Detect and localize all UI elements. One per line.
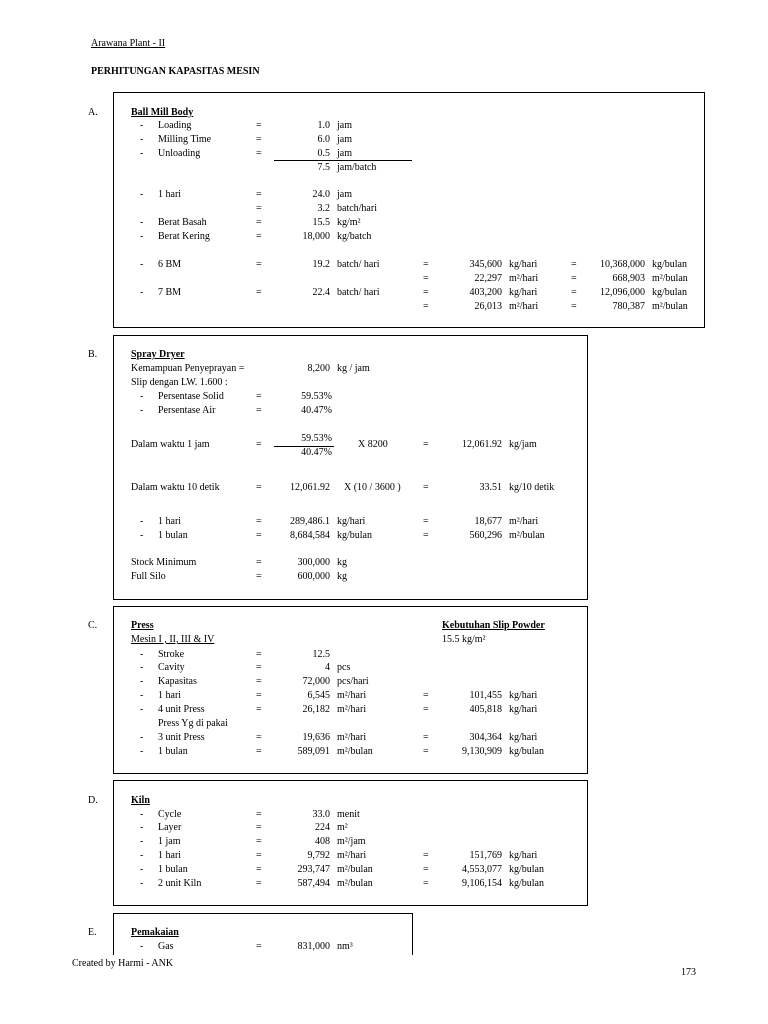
row-unit: kg/batch: [337, 231, 372, 242]
row-label: 1 hari: [158, 189, 182, 200]
section-d-title: Kiln: [131, 795, 150, 806]
row-value: 40.47%: [301, 405, 332, 416]
row-label: Dalam waktu 10 detik: [131, 482, 220, 493]
row-label: Kapasitas: [158, 676, 197, 687]
row-unit: kg / jam: [337, 363, 370, 374]
row-result-unit: m²/hari: [509, 273, 539, 284]
row-result: 12,061.92: [462, 439, 502, 450]
row-value: 72,000: [302, 676, 330, 687]
row-unit: kg: [337, 557, 347, 568]
row-result: 403,200: [469, 287, 502, 298]
row-result: 18,677: [474, 516, 502, 527]
row-unit: jam: [337, 148, 352, 159]
kebutuhan-value: 15.5 kg/m²: [442, 634, 486, 645]
row-result: 4,553,077: [462, 864, 502, 875]
row-result: 560,296: [469, 530, 502, 541]
row-total: 668,903: [612, 273, 645, 284]
row-value: 0.5: [317, 148, 330, 159]
row-result: 9,130,909: [462, 746, 502, 757]
row-result: 405,818: [469, 704, 502, 715]
row-label: Unloading: [158, 148, 201, 159]
row-label: 4 unit Press: [158, 704, 205, 715]
row-unit: pcs/hari: [337, 676, 369, 687]
row-label: Layer: [158, 822, 182, 833]
row-label: Persentase Solid: [158, 391, 224, 402]
row-value: 6,545: [307, 690, 330, 701]
row-label: 1 hari: [158, 516, 182, 527]
row-unit: batch/ hari: [337, 259, 380, 270]
row-label: 6 BM: [158, 259, 182, 270]
page-title: PERHITUNGAN KAPASITAS MESIN: [91, 66, 260, 77]
row-value: 289,486.1: [290, 516, 330, 527]
section-a-title: Ball Mill Body: [131, 107, 194, 118]
row-result: 9,106,154: [462, 878, 502, 889]
section-d-letter: D.: [88, 795, 98, 806]
row-unit: jam: [337, 189, 352, 200]
kebutuhan-title: Kebutuhan Slip Powder: [442, 620, 545, 631]
row-unit: m²/bulan: [337, 878, 373, 889]
row-unit: batch/hari: [337, 203, 377, 214]
row-result-unit: kg/hari: [509, 850, 538, 861]
row-value: 59.53%: [301, 391, 332, 402]
row-result: 22,297: [474, 273, 502, 284]
row-label: Full Silo: [131, 571, 166, 582]
row-unit: m²/hari: [337, 850, 367, 861]
row-result: 151,769: [469, 850, 502, 861]
row-value: 9,792: [307, 850, 330, 861]
row-label: Persentase Air: [158, 405, 216, 416]
row-label: Cavity: [158, 662, 185, 673]
row-value: 293,747: [297, 864, 330, 875]
row-label: 1 bulan: [158, 530, 188, 541]
row-unit: pcs: [337, 662, 351, 673]
row-value: 7.5: [317, 162, 330, 173]
row-result-unit: kg/hari: [509, 704, 538, 715]
row-result-unit: kg/hari: [509, 287, 538, 298]
row-label: 3 unit Press: [158, 732, 205, 743]
row-label: 7 BM: [158, 287, 182, 298]
slip-label: Slip dengan LW. 1.600 :: [131, 377, 228, 388]
row-result-unit: kg/hari: [509, 732, 538, 743]
row-total-unit: kg/bulan: [652, 259, 687, 270]
row-unit: m²/hari: [337, 690, 367, 701]
row-result: 33.51: [479, 482, 502, 493]
row-total-unit: kg/bulan: [652, 287, 687, 298]
row-result-unit: kg/bulan: [509, 746, 544, 757]
row-value: 19,636: [302, 732, 330, 743]
row-label: Cycle: [158, 809, 182, 820]
row-result-unit: m²/hari: [509, 301, 539, 312]
row-value: 15.5: [312, 217, 330, 228]
mesin-label: Mesin I , II, III & IV: [131, 634, 215, 645]
row-result-unit: kg/bulan: [509, 878, 544, 889]
plant-name: Arawana Plant - II: [91, 38, 166, 49]
footer-created: Created by Harmi - ANK: [72, 958, 174, 969]
row-result: 345,600: [469, 259, 502, 270]
section-a-letter: A.: [88, 107, 98, 118]
row-value: 33.0: [312, 809, 330, 820]
row-unit: jam: [337, 134, 352, 145]
fraction-denominator: 40.47%: [301, 447, 332, 458]
row-result-unit: kg/10 detik: [509, 482, 555, 493]
row-value: 6.0: [317, 134, 330, 145]
row-result: 101,455: [469, 690, 502, 701]
row-unit: jam/batch: [337, 162, 377, 173]
row-value: 3.2: [317, 203, 330, 214]
row-unit: m²: [337, 822, 348, 833]
row-label: Berat Kering: [158, 231, 210, 242]
row-result-unit: kg/bulan: [509, 864, 544, 875]
row-value: 600,000: [297, 571, 330, 582]
section-b-title: Spray Dryer: [131, 349, 185, 360]
row-label: Gas: [158, 941, 174, 952]
row-label: 2 unit Kiln: [158, 878, 202, 889]
row-value: 18,000: [302, 231, 330, 242]
row-total: 10,368,000: [600, 259, 645, 270]
row-unit: nm³: [337, 941, 353, 952]
row-result: 26,013: [474, 301, 502, 312]
row-value: 8,200: [307, 363, 330, 374]
row-total: 780,387: [612, 301, 645, 312]
row-label: 1 hari: [158, 690, 182, 701]
row-total-unit: m²/bulan: [652, 273, 688, 284]
row-unit: menit: [337, 809, 360, 820]
row-value: 12.5: [312, 649, 330, 660]
page-number: 173: [681, 967, 696, 978]
row-label: 1 bulan: [158, 864, 188, 875]
row-unit: m²/jam: [337, 836, 366, 847]
row-value: 589,091: [297, 746, 330, 757]
row-label: Stroke: [158, 649, 185, 660]
row-label: Dalam waktu 1 jam: [131, 439, 210, 450]
section-c-title: Press: [131, 620, 154, 631]
row-result-unit: m²/hari: [509, 516, 539, 527]
row-unit: kg/m²: [337, 217, 361, 228]
row-value: 831,000: [297, 941, 330, 952]
row-result-unit: kg/jam: [509, 439, 537, 450]
row-value: 300,000: [297, 557, 330, 568]
row-result: 304,364: [469, 732, 502, 743]
press-dipakai-label: Press Yg di pakai: [158, 718, 228, 729]
row-result-unit: kg/hari: [509, 690, 538, 701]
row-value: 8,684,584: [290, 530, 330, 541]
row-unit: jam: [337, 120, 352, 131]
row-value: 19.2: [312, 259, 330, 270]
row-multiplier: X 8200: [358, 439, 388, 450]
row-value: 224: [315, 822, 330, 833]
row-unit: m²/bulan: [337, 864, 373, 875]
row-unit: m²/hari: [337, 704, 367, 715]
row-unit: batch/ hari: [337, 287, 380, 298]
row-label: Loading: [158, 120, 192, 131]
row-value: 1.0: [317, 120, 330, 131]
row-multiplier: X (10 / 3600 ): [344, 482, 401, 493]
row-unit: m²/hari: [337, 732, 367, 743]
sum-line: [274, 160, 412, 161]
section-e-title: Pemakaian: [131, 927, 179, 938]
row-label: 1 jam: [158, 836, 181, 847]
row-total: 12,096,000: [600, 287, 645, 298]
row-value: 587,494: [297, 878, 330, 889]
row-value: 4: [325, 662, 330, 673]
row-value: 12,061.92: [290, 482, 330, 493]
row-label: Milling Time: [158, 134, 212, 145]
row-value: 26,182: [302, 704, 330, 715]
row-unit: m²/bulan: [337, 746, 373, 757]
row-unit: kg: [337, 571, 347, 582]
row-label: 1 bulan: [158, 746, 188, 757]
section-b-letter: B.: [88, 349, 98, 360]
section-e-letter: E.: [88, 927, 97, 938]
row-value: 24.0: [312, 189, 330, 200]
fraction-numerator: 59.53%: [301, 433, 332, 444]
row-label: Stock Minimum: [131, 557, 197, 568]
section-c-letter: C.: [88, 620, 98, 631]
row-value: 22.4: [312, 287, 330, 298]
row-label: 1 hari: [158, 850, 182, 861]
row-total-unit: m²/bulan: [652, 301, 688, 312]
row-value: 408: [315, 836, 330, 847]
row-unit: kg/hari: [337, 516, 366, 527]
row-result-unit: kg/hari: [509, 259, 538, 270]
row-label: Kemampuan Penyeprayan =: [131, 363, 245, 374]
row-label: Berat Basah: [158, 217, 207, 228]
row-unit: kg/bulan: [337, 530, 372, 541]
row-result-unit: m²/bulan: [509, 530, 545, 541]
